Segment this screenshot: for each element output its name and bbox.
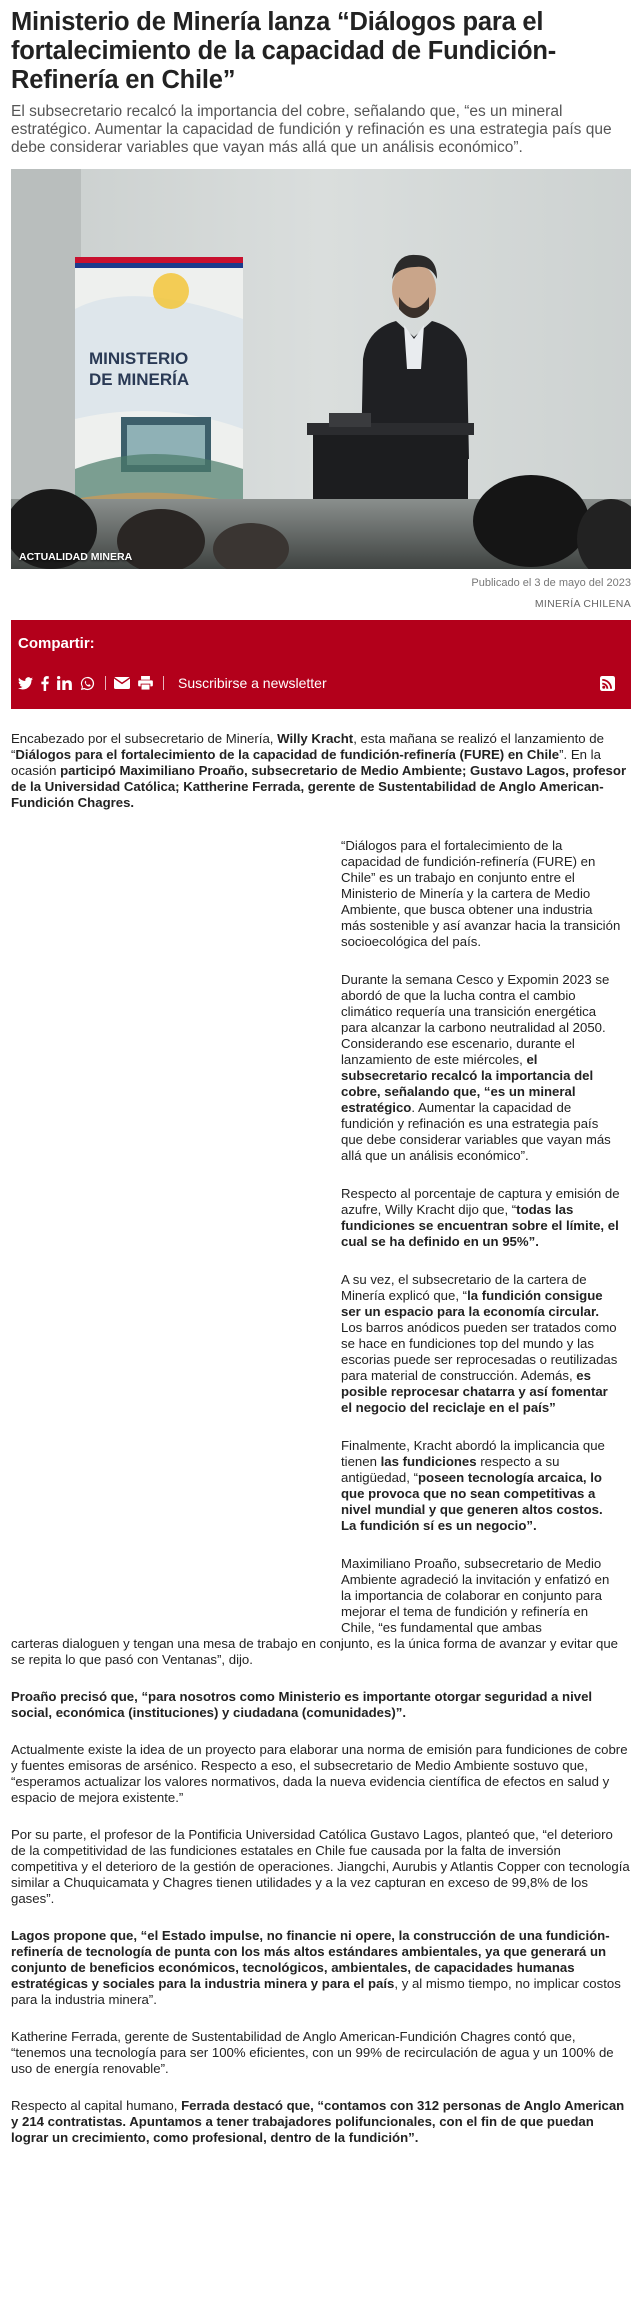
paragraph-cesco: Durante la semana Cesco y Expomin 2023 se abordó de que la lucha contra el cambio climático requería una transición energética para alcanzar la carbono neutralidad al 2050. Considerando ese escenario, durante el lanzamiento de este miércoles, el subsecretario recalcó la importancia del cobre, señalando que, “es un mineral estratégico. Aumentar la capacidad de fundición y refinación es una estrategia país que debe considerar variables que vayan más allá que un análisis económico”.: [341, 972, 611, 1163]
article-meta: [11, 577, 631, 610]
paragraph-proano-a: Maximiliano Proaño, subsecretario de Medio Ambiente agradeció la invitación y enfatizó en la importancia de colaborar en conjunto para mejorar el tema de fundición y refinería en Chile, “es fundamental que ambas: [341, 1556, 610, 1635]
paragraph-circular: A su vez, el subsecretario de la cartera de Minería explicó que, “la fundición consigue ser un espacio para la economía circular. Los barros anódicos pueden ser tratados como se hace en fundiciones top del mundo y las escorias puede ser reprocesadas o reutilizadas para material de construcción. Además, es posible reprocesar chatarra y así fomentar el negocio del reciclaje en el país”: [341, 1272, 618, 1415]
share-box: [11, 620, 631, 709]
article-title: Ministerio de Minería lanza “Diálogos para el fortalecimiento de la capacidad de Fundición-Refinería en Chile”: [11, 8, 557, 94]
paragraph-capital-humano: Respecto al capital humano, Ferrada destacó que, “contamos con 312 personas de Anglo American y 214 contratistas. Apuntamos a tener trabajadores polifuncionales, con el fin de que puedan lograr un crecimiento, como profesional, dentro de la fundición”.: [11, 2098, 625, 2145]
hero-photo: [11, 169, 631, 569]
share-divider-2: [163, 676, 164, 690]
banner-line-2: DE MINERÍA: [89, 370, 190, 389]
source-label: MINERÍA CHILENA: [534, 598, 631, 610]
paragraph-propuesta: Lagos propone que, “el Estado impulse, no financie ni opere, la construcción de una fundición-refinería de tecnología de punta con los más altos estándares ambientales, ya que generará un conjunto de beneficios económicos, tecnológicos, ambientales, de capacidades humanas estratégicas y sociales para la industria minera y para el país, y al mismo tiempo, no implicar costos para la industria minera”.: [11, 1928, 621, 2007]
banner-line-1: MINISTERIO: [89, 349, 189, 368]
paragraph-intro: Encabezado por el subsecretario de Minería, Willy Kracht, esta mañana se realizó el lanzamiento de “Diálogos para el fortalecimiento de la capacidad de fundición-refinería (FURE) en Chile”. En la ocasión participó Maximiliano Proaño, subsecretario de Medio Ambiente; Gustavo Lagos, profesor de la Universidad Católica; Kattherine Ferrada, gerente de Sustentabilidad de Anglo American-Fundición Chagres.: [11, 731, 627, 810]
paragraph-fure: “Diálogos para el fortalecimiento de la capacidad de fundición-refinería (FURE) en Chile” es un trabajo en conjunto entre el Ministerio de Minería y la cartera de Medio Ambiente, que busca obtener una industria más sostenible y así avanzar hacia la transición socioecológica del país.: [341, 838, 621, 949]
share-title: Compartir:: [18, 635, 95, 652]
share-divider: [105, 676, 106, 690]
paragraph-norma: Actualmente existe la idea de un proyecto para elaborar una norma de emisión para fundiciones de cobre y fuentes emisoras de arsénico. Respecto a eso, el subsecretario de Medio Ambiente sostuvo que, “esperamos actualizar los valores normativos, dada la nueva evidencia científica de efectos en salud y espacio de mejora existente.”: [11, 1742, 628, 1805]
twitter-icon[interactable]: [18, 674, 33, 692]
paragraph-ferrada: Katherine Ferrada, gerente de Sustentabilidad de Anglo American-Fundición Chagres contó que, “tenemos una tecnología para ser 100% eficientes, con un 99% de recirculación de agua y un 100% de uso de energía renovable”.: [11, 2029, 614, 2076]
paragraph-seguridad: Proaño precisó que, “para nosotros como Ministerio es importante otorgar seguridad a nivel social, económica (instituciones) y ciudadana (comunidades)”.: [11, 1689, 593, 1720]
article-body: [11, 731, 631, 2146]
rss-icon[interactable]: [600, 674, 615, 692]
paragraph-lagos: Por su parte, el profesor de la Pontificia Universidad Católica Gustavo Lagos, planteó que, “el deterioro de la competitividad de las fundiciones estatales en Chile fue causada por la falta de inversión competitiva y el deterioro de la gestión de operaciones. Jiangchi, Aurubis y Atlantis Copper con tecnología similar a Chuquicamata y Chagres tienen utilidades y a la vez capturan en exceso de 99,8% de los gases”.: [11, 1827, 630, 1906]
print-icon[interactable]: [138, 674, 153, 692]
article-subtitle: El subsecretario recalcó la importancia del cobre, señalando que, “es un mineral estratégico. Aumentar la capacidad de fundición y refinación es una estrategia país que debe considerar variables que vayan más allá que un análisis económico”.: [11, 103, 612, 156]
newsletter-link[interactable]: Suscribirse a newsletter: [178, 675, 327, 691]
hero-image: [11, 169, 631, 569]
whatsapp-icon[interactable]: [80, 674, 95, 692]
facebook-icon[interactable]: [41, 674, 49, 692]
share-bar: [18, 670, 623, 696]
linkedin-icon[interactable]: [57, 674, 72, 692]
email-icon[interactable]: [114, 674, 130, 692]
paragraph-antiguedad: Finalmente, Kracht abordó la implicancia que tienen las fundiciones respecto a su antigüedad, “poseen tecnología arcaica, lo que provoca que no sean competitivas a nivel mundial y que generen altos costos. La fundición sí es un negocio”.: [341, 1438, 605, 1533]
paragraph-azufre: Respecto al porcentaje de captura y emisión de azufre, Willy Kracht dijo que, “todas las fundiciones se encuentran sobre el límite, el cual se ha definido en un 95%”.: [341, 1186, 620, 1249]
paragraph-proano-b: carteras dialoguen y tengan una mesa de trabajo en conjunto, es la única forma de avanzar y evitar que se repita lo que pasó con Ventanas”, dijo.: [11, 1636, 619, 1667]
image-caption: ACTUALIDAD MINERA: [19, 551, 133, 563]
right-column: [341, 838, 621, 1636]
publish-date: Publicado el 3 de mayo del 2023: [471, 577, 631, 589]
